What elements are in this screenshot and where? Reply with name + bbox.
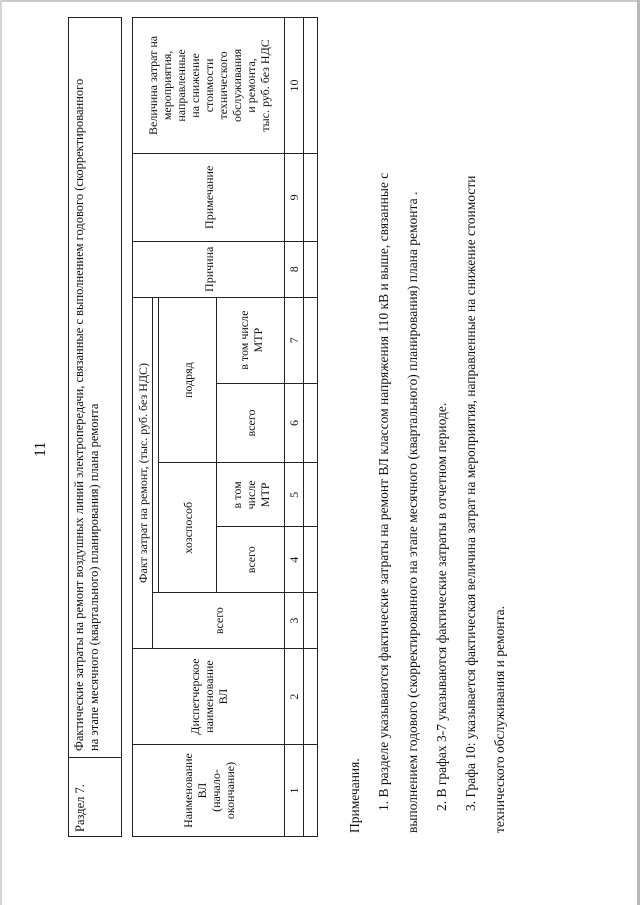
header-hoz-mtr: в том числе МТР (217, 463, 285, 527)
notes-section (340, 13, 514, 833)
column-number: 2 (285, 649, 304, 745)
header-podr-mtr: в том числе МТР (217, 297, 285, 383)
header-total: всего (153, 593, 285, 649)
header-podr-total: всего (217, 383, 285, 463)
column-number: 8 (285, 241, 304, 297)
header-podryad: подряд (159, 297, 217, 463)
section-title-line: на этапе месячного (квартального) планирования) плана ремонта (87, 403, 101, 751)
note-1: 1. В разделе указываются фактические затраты на ремонт ВЛ классом напряжения 110 кВ и выше, связанные с (376, 172, 391, 811)
section-title (69, 18, 121, 757)
header-fact-costs: Факт затрат на ремонт, (тыс. руб. без НДС) (133, 297, 153, 648)
column-number: 6 (285, 383, 304, 463)
empty-data-row (304, 18, 318, 837)
notes-heading: Примечания. (347, 758, 362, 833)
section-label: Раздел 7. (69, 757, 121, 836)
page-number: 11 (32, 441, 49, 457)
column-number: 10 (285, 18, 304, 154)
header-name: Наименование ВЛ (начало- окончание) (133, 745, 285, 837)
header-value: Величина затрат на мероприятия, направленные на снижение стоимости технического обслуживания и ремонта, тыс. руб. без НДС (133, 18, 285, 154)
column-number: 1 (285, 745, 304, 837)
note-3: 3. Графа 10: указывается фактическая величина затрат на мероприятия, направленные на снижение стоимости (463, 175, 478, 811)
note-1-continued: выполнением годового (скорректированного на этапе месячного (квартального) планирования) плана ремонта . (405, 191, 420, 833)
column-number: 5 (285, 463, 304, 527)
note-2: 2. В графах 3-7 указываются фактические затраты в отчетном периоде. (434, 402, 449, 811)
section-header (68, 17, 122, 837)
header-reason: Причина (133, 241, 285, 297)
column-number: 3 (285, 593, 304, 649)
note-3-continued: технического обслуживания и ремонта. (492, 606, 507, 833)
column-number: 7 (285, 297, 304, 383)
column-number: 4 (285, 527, 304, 593)
repair-costs-table (132, 17, 318, 837)
section-title-line: Фактические затраты на ремонт воздушных линий электропередачи, связанные с выполнением годового (скорректированного (72, 78, 86, 751)
column-number: 9 (285, 153, 304, 241)
header-hozsposob: хозспособ (159, 463, 217, 593)
header-note: Примечание (133, 153, 285, 241)
header-dispatch-name: Диспетчерское наименование ВЛ (133, 649, 285, 745)
column-number-row (285, 18, 304, 837)
header-hoz-total: всего (217, 527, 285, 593)
